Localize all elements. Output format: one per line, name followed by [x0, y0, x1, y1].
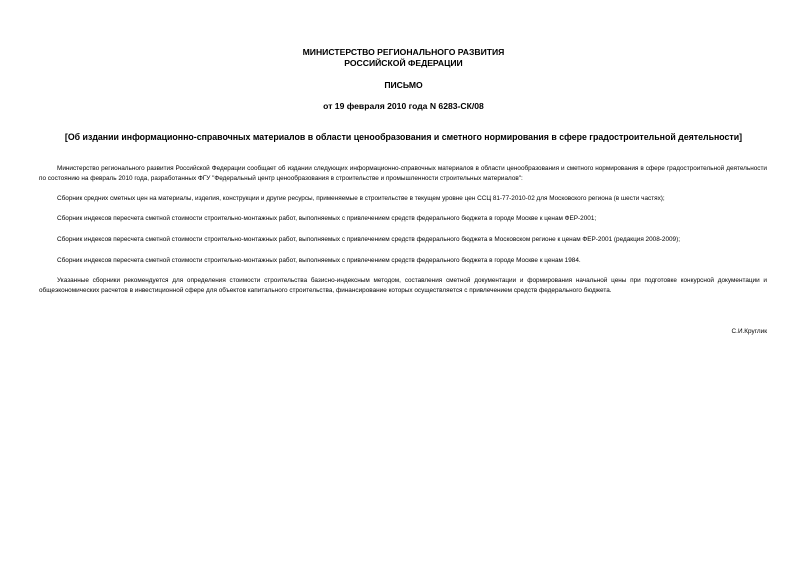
- document-subject: [Об издании информационно-справочных материалов в области ценообразования и сметного нормирования в сфере градостроительной деятельности]: [64, 132, 743, 142]
- paragraph-text: Сборник индексов пересчета сметной стоимости строительно-монтажных работ, выполняемых с привлечением средств федерального бюджета в городе Москве к ценам 1984.: [57, 257, 581, 264]
- paragraph-conclusion: [39, 276, 767, 296]
- list-item: [39, 194, 767, 204]
- paragraph-text: Сборник индексов пересчета сметной стоимости строительно-монтажных работ, выполняемых с привлечением средств федерального бюджета в Московском регионе к ценам ФЕР-2001 (редакция 2008-2009);: [57, 236, 681, 243]
- ministry-header: [0, 47, 807, 69]
- list-item: [39, 256, 767, 266]
- paragraph-text: Указанные сборники рекомендуется для определения стоимости строительства базисно-индексным методом, составления сметной документации и формирования начальной цены при подготовке конкурсной документации и общеэкономических расчетов в инвестиционной сфере для объектов капитального строительства, финансирование которых осуществляется с привлечением средств федерального бюджета.: [39, 277, 767, 294]
- list-item: [39, 214, 767, 224]
- paragraph-text: Министерство регионального развития Российской Федерации сообщает об издании следующих информационно-справочных материалов в области ценообразования и сметного нормирования в сфере градостроительной деятельности по состоянию на февраль 2010 года, разработанных ФГУ "Федеральный центр ценообразования в строительстве и промышленности строительных материалов":: [39, 165, 767, 182]
- paragraph-text: Сборник средних сметных цен на материалы, изделия, конструкции и другие ресурсы, применяемые в строительстве в текущем уровне цен ССЦ 81-77-2010-02 для Московского региона (в шести частях);: [57, 195, 665, 202]
- document-type: ПИСЬМО: [384, 80, 423, 90]
- ministry-name-line1: МИНИСТЕРСТВО РЕГИОНАЛЬНОГО РАЗВИТИЯ: [302, 47, 505, 57]
- paragraph-text: Сборник индексов пересчета сметной стоимости строительно-монтажных работ, выполняемых с привлечением средств федерального бюджета в городе Москве к ценам ФЕР-2001;: [57, 215, 597, 222]
- list-item: [39, 235, 767, 245]
- signature-name: С.И.Круглик: [731, 328, 767, 335]
- ministry-name-line2: РОССИЙСКОЙ ФЕДЕРАЦИИ: [344, 58, 463, 68]
- paragraph-intro: [39, 164, 767, 184]
- document-date-number: от 19 февраля 2010 года N 6283-СК/08: [323, 101, 484, 111]
